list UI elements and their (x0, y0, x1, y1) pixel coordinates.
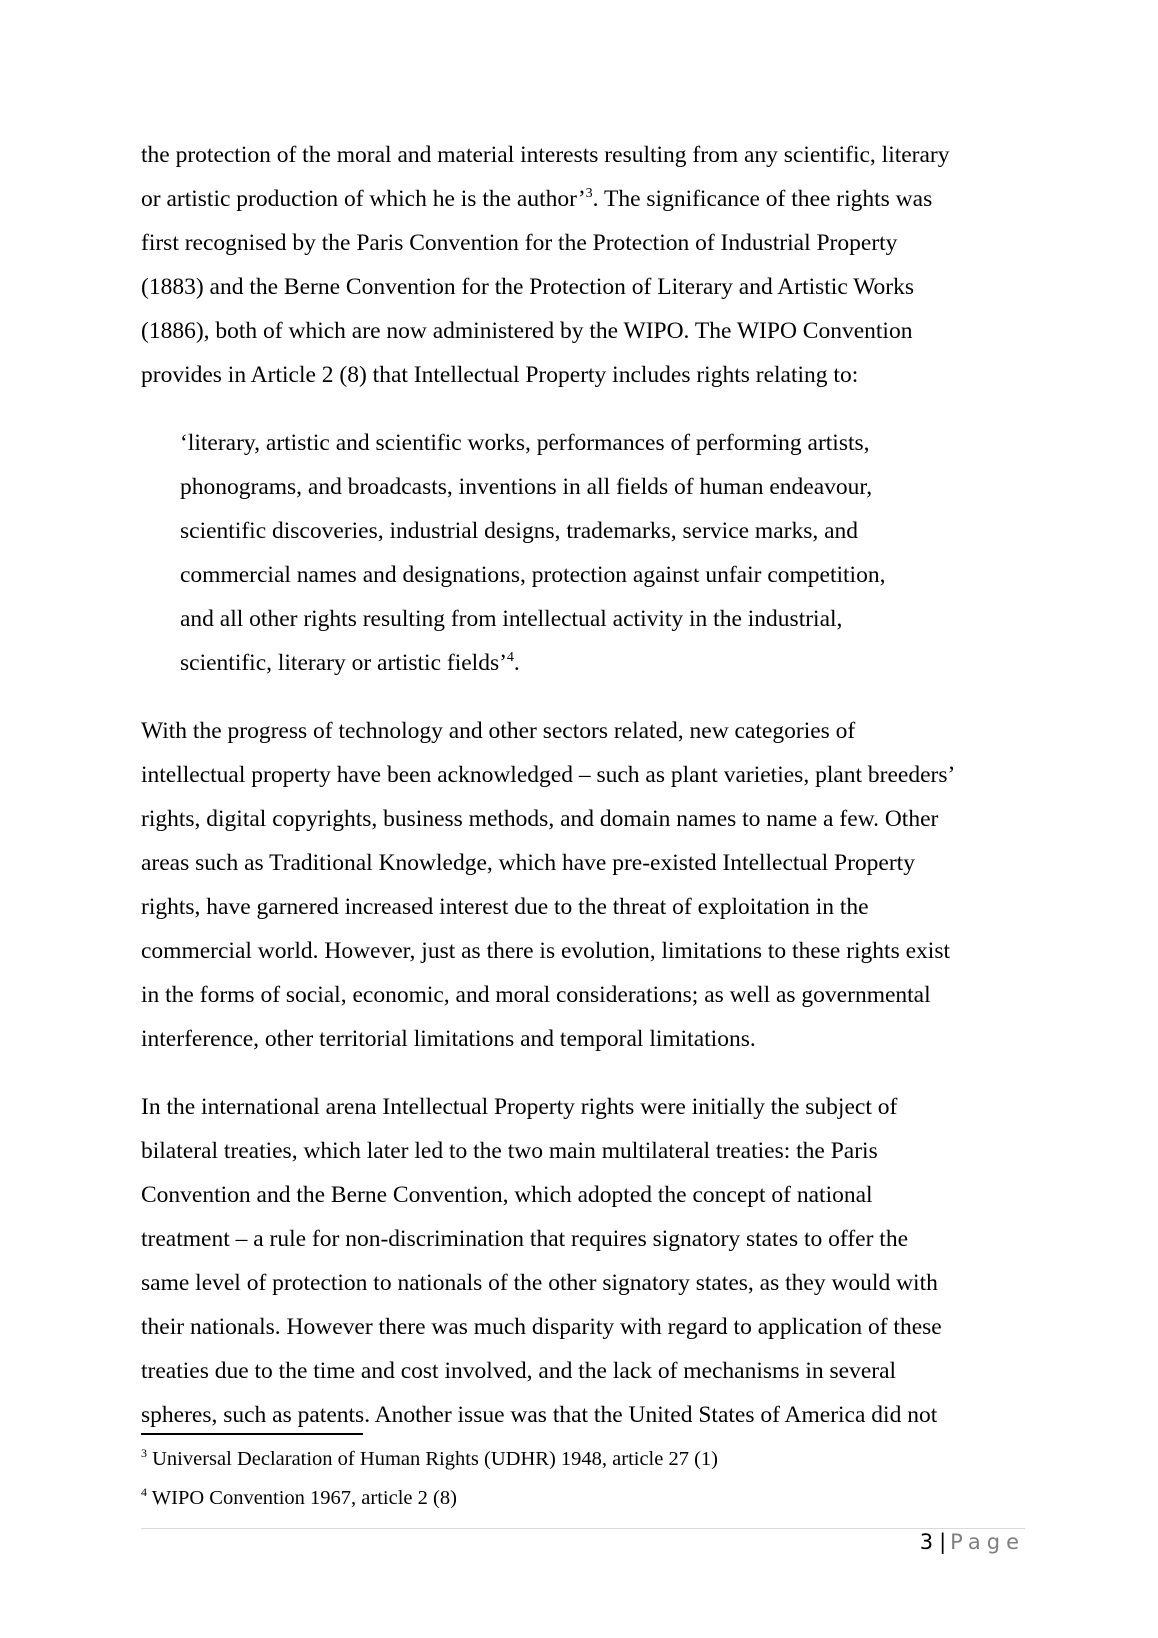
footnote-4 (141, 1479, 1021, 1518)
text-line: first recognised by the Paris Convention for the Protection of Industrial Property (141, 230, 898, 256)
footnote-ref-3[interactable]: 3 (585, 186, 593, 201)
text-line: their nationals. However there was much disparity with regard to application of these (141, 1314, 942, 1340)
text-line (141, 177, 1036, 221)
page-footer (920, 1527, 1025, 1557)
text-line: (1883) and the Berne Convention for the Protection of Literary and Artistic Works (141, 274, 914, 300)
text-line: treaties due to the time and cost involved, and the lack of mechanisms in several (141, 1358, 897, 1384)
footer-divider (141, 1528, 1025, 1529)
footnote-ref-4[interactable]: 4 (506, 650, 514, 665)
text-line: interference, other territorial limitations and temporal limitations. (141, 1026, 756, 1052)
page-label: Page (950, 1530, 1025, 1554)
paragraph-2 (141, 709, 1036, 1061)
footnotes (141, 1440, 1021, 1518)
text-line: provides in Article 2 (8) that Intellectual Property includes rights relating to: (141, 362, 859, 388)
text-line: in the forms of social, economic, and moral considerations; as well as governmental (141, 982, 931, 1008)
text-line: the protection of the moral and material interests resulting from any scientific, literary (141, 142, 950, 168)
quote-line: ‘literary, artistic and scientific works, performances of performing artists, (180, 430, 870, 456)
text-line: commercial world. However, just as there is evolution, limitations to these rights exist (141, 938, 950, 964)
quote-line: and all other rights resulting from intellectual activity in the industrial, (180, 606, 843, 632)
quote-line: scientific discoveries, industrial designs, trademarks, service marks, and (180, 518, 859, 544)
footnote-text: Universal Declaration of Human Rights (UDHR) 1948, article 27 (1) (152, 1448, 719, 1470)
paragraph-1 (141, 133, 1036, 397)
text-segment: . (513, 650, 520, 676)
text-line: In the international arena Intellectual Property rights were initially the subject of (141, 1094, 898, 1120)
text-line: With the progress of technology and other sectors related, new categories of (141, 718, 856, 744)
text-line: Convention and the Berne Convention, which adopted the concept of national (141, 1182, 873, 1208)
text-line: treatment – a rule for non-discrimination that requires signatory states to offer the (141, 1226, 908, 1252)
block-quote (180, 421, 1036, 685)
footnote-3 (141, 1440, 1021, 1479)
quote-line: phonograms, and broadcasts, inventions in all fields of human endeavour, (180, 474, 873, 500)
footnote-separator (141, 1433, 363, 1435)
text-line: intellectual property have been acknowledged – such as plant varieties, plant breeders’ (141, 762, 956, 788)
text-line: rights, digital copyrights, business methods, and domain names to name a few. Other (141, 806, 939, 832)
text-segment: . The significance of thee rights was (592, 186, 933, 212)
quote-line (180, 641, 1036, 685)
text-line: bilateral treaties, which later led to the two main multilateral treaties: the Paris (141, 1138, 878, 1164)
quote-line: commercial names and designations, protection against unfair competition, (180, 562, 886, 588)
text-line: rights, have garnered increased interest due to the threat of exploitation in the (141, 894, 869, 920)
paragraph-3 (141, 1085, 1036, 1437)
text-segment: scientific, literary or artistic fields’ (180, 650, 507, 676)
text-line: same level of protection to nationals of the other signatory states, as they would with (141, 1270, 938, 1296)
footnote-number: 3 (141, 1446, 147, 1460)
text-line: spheres, such as patents. Another issue was that the United States of America did not (141, 1402, 938, 1428)
text-line: areas such as Traditional Knowledge, which have pre-existed Intellectual Property (141, 850, 915, 876)
body-text (141, 133, 1036, 1461)
page-number: 3 (919, 1530, 934, 1554)
footer-separator: | (939, 1530, 947, 1554)
footnote-number: 4 (141, 1485, 147, 1499)
footnote-text: WIPO Convention 1967, article 2 (8) (151, 1487, 457, 1509)
text-line: (1886), both of which are now administered by the WIPO. The WIPO Convention (141, 318, 913, 344)
text-segment: or artistic production of which he is the author’ (141, 186, 586, 212)
